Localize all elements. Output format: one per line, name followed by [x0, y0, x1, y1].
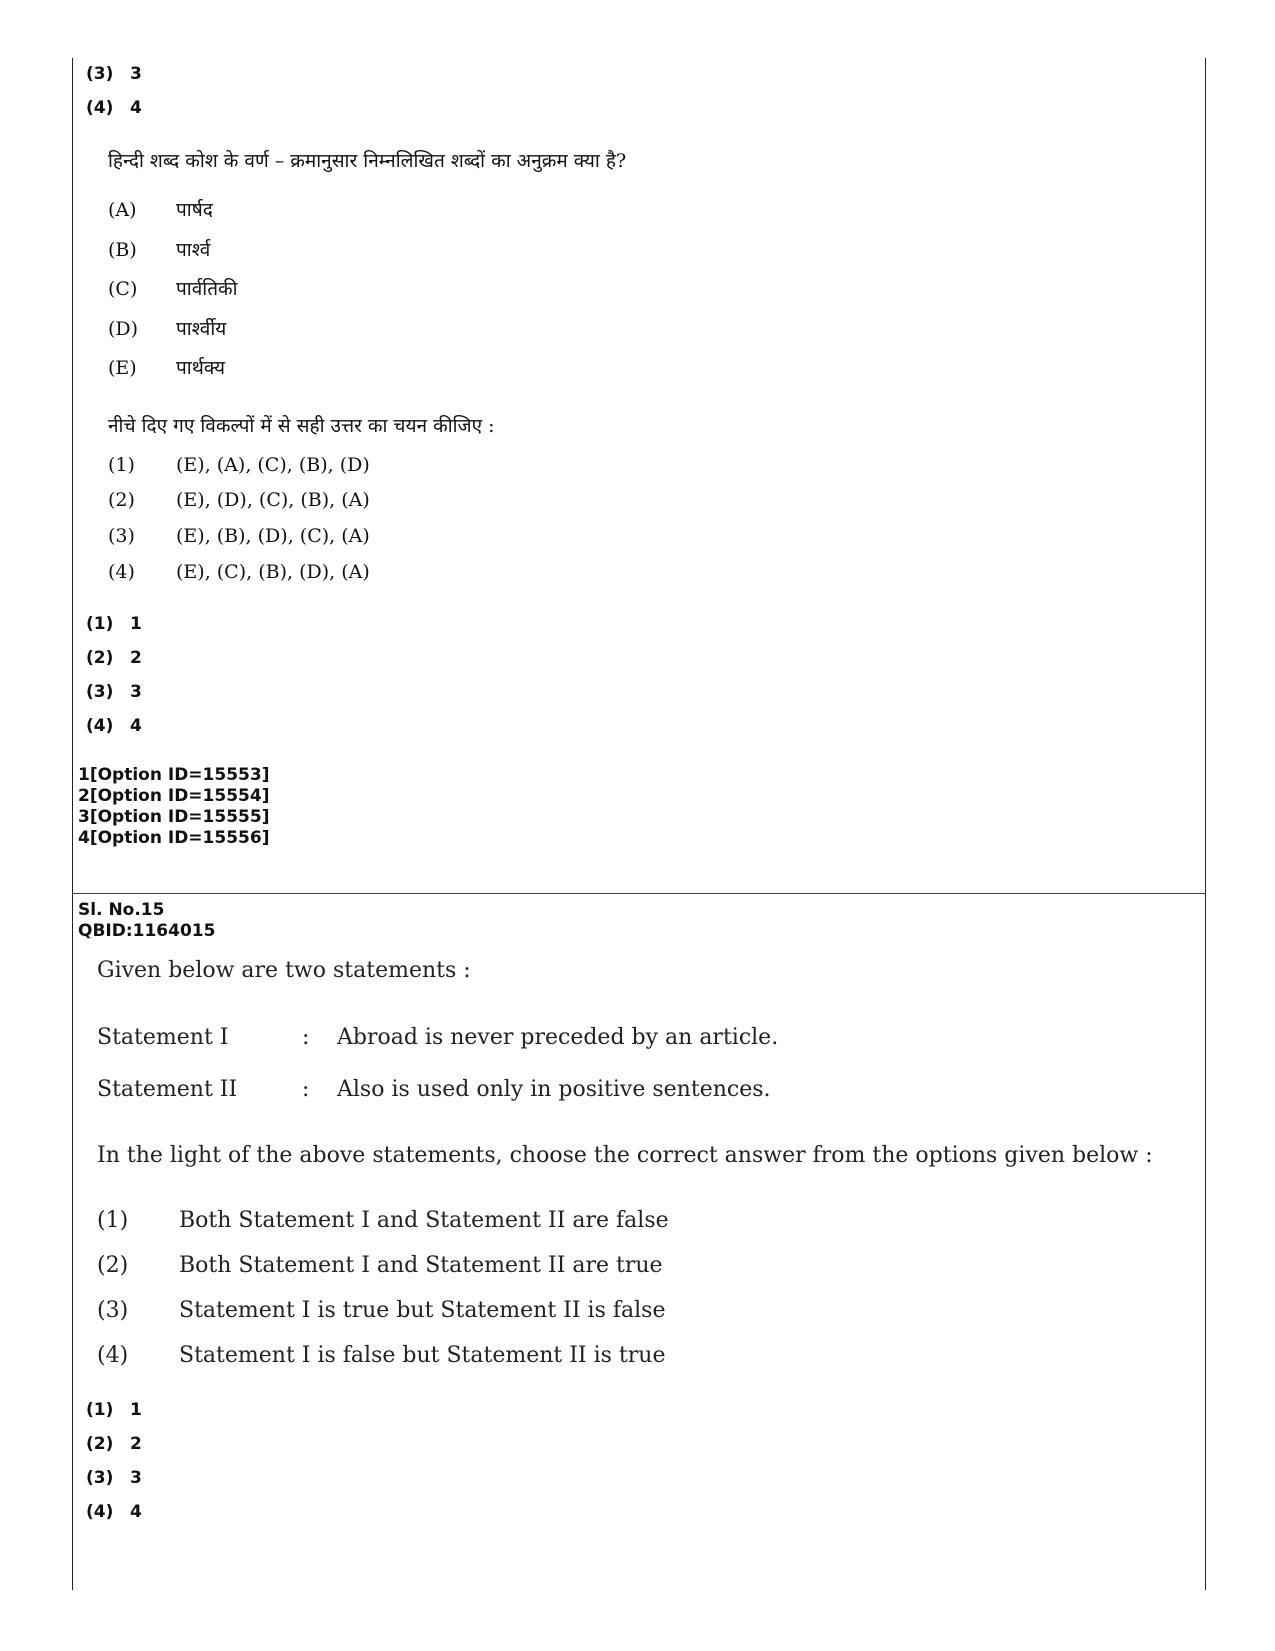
- choice-item: [97, 1298, 665, 1323]
- list-item: [108, 236, 210, 262]
- answer-option: [86, 64, 142, 84]
- statement-row: [97, 1077, 771, 1102]
- answer-option: [86, 614, 142, 634]
- choice-text: (E), (D), (C), (B), (A): [176, 489, 370, 511]
- option-value: 3: [130, 64, 142, 84]
- statement-key: Statement I: [97, 1025, 229, 1050]
- option-value: 2: [130, 1434, 142, 1454]
- instruction-text: नीचे दिए गए विकल्पों में से सही उत्तर का चयन कीजिए :: [108, 415, 495, 437]
- item-text: पार्श्वीय: [176, 318, 227, 340]
- option-value: 4: [130, 716, 142, 736]
- option-label: (2): [86, 648, 114, 668]
- instruction-text: In the light of the above statements, choose the correct answer from the options given below :: [97, 1143, 1153, 1168]
- option-value: 4: [130, 98, 142, 118]
- answer-option: [86, 1502, 142, 1522]
- choice-text: Both Statement I and Statement II are true: [179, 1253, 663, 1278]
- option-id: 4[Option ID=15556]: [78, 828, 270, 848]
- item-key: (D): [108, 318, 139, 340]
- choice-item: [108, 525, 370, 547]
- list-item: [108, 275, 238, 301]
- option-value: 1: [130, 1400, 142, 1420]
- option-value: 1: [130, 614, 142, 634]
- question-intro: Given below are two statements :: [97, 958, 471, 983]
- statement-colon: :: [302, 1077, 310, 1102]
- choice-item: [108, 489, 370, 511]
- choice-text: Statement I is false but Statement II is true: [179, 1343, 666, 1368]
- list-item: [108, 315, 226, 341]
- statement-text: Abroad is never preceded by an article.: [337, 1025, 779, 1050]
- choice-key: (3): [108, 525, 135, 547]
- item-key: (C): [108, 278, 138, 300]
- option-label: (2): [86, 1434, 114, 1454]
- answer-option: [86, 1434, 142, 1454]
- option-label: (3): [86, 64, 114, 84]
- item-text: पार्थक्य: [176, 357, 226, 379]
- statement-text: Also is used only in positive sentences.: [337, 1077, 771, 1102]
- choice-text: (E), (C), (B), (D), (A): [176, 561, 370, 583]
- option-id: 1[Option ID=15553]: [78, 765, 270, 785]
- choice-key: (2): [108, 489, 135, 511]
- choice-key: (1): [97, 1208, 129, 1233]
- option-label: (3): [86, 682, 114, 702]
- choice-key: (3): [97, 1298, 129, 1323]
- choice-key: (2): [97, 1253, 129, 1278]
- serial-number: Sl. No.15: [78, 900, 165, 920]
- question-divider: [72, 893, 1206, 894]
- choice-key: (4): [97, 1343, 129, 1368]
- option-id: 2[Option ID=15554]: [78, 786, 270, 806]
- option-id: 3[Option ID=15555]: [78, 807, 270, 827]
- option-label: (1): [86, 614, 114, 634]
- choice-item: [97, 1253, 663, 1278]
- answer-option: [86, 682, 142, 702]
- choice-item: [97, 1208, 669, 1233]
- choice-item: [108, 454, 370, 476]
- option-value: 3: [130, 682, 142, 702]
- choice-text: Both Statement I and Statement II are false: [179, 1208, 669, 1233]
- choice-key: (4): [108, 561, 135, 583]
- option-label: (1): [86, 1400, 114, 1420]
- option-label: (3): [86, 1468, 114, 1488]
- option-value: 4: [130, 1502, 142, 1522]
- question-text: हिन्दी शब्द कोश के वर्ण – क्रमानुसार निम्नलिखित शब्दों का अनुक्रम क्या है?: [108, 150, 627, 172]
- choice-text: (E), (A), (C), (B), (D): [176, 454, 370, 476]
- choice-key: (1): [108, 454, 135, 476]
- answer-option: [86, 716, 142, 736]
- qbid: QBID:1164015: [78, 921, 216, 941]
- option-id-list: [78, 765, 269, 849]
- statement-colon: :: [302, 1025, 310, 1050]
- option-value: 3: [130, 1468, 142, 1488]
- item-text: पार्श्व: [176, 239, 211, 261]
- option-label: (4): [86, 98, 114, 118]
- choice-item: [108, 561, 370, 583]
- item-key: (E): [108, 357, 137, 379]
- list-item: [108, 196, 213, 222]
- answer-option: [86, 648, 142, 668]
- answer-option: [86, 98, 142, 118]
- item-text: पार्षद: [176, 199, 213, 221]
- item-key: (B): [108, 239, 137, 261]
- statement-key: Statement II: [97, 1077, 238, 1102]
- item-key: (A): [108, 199, 137, 221]
- option-label: (4): [86, 716, 114, 736]
- answer-option: [86, 1468, 142, 1488]
- question-meta: [78, 900, 215, 942]
- answer-option: [86, 1400, 142, 1420]
- statement-row: [97, 1025, 778, 1050]
- option-value: 2: [130, 648, 142, 668]
- choice-item: [97, 1343, 665, 1368]
- list-item: [108, 354, 225, 380]
- choice-text: Statement I is true but Statement II is false: [179, 1298, 666, 1323]
- option-label: (4): [86, 1502, 114, 1522]
- choice-text: (E), (B), (D), (C), (A): [176, 525, 370, 547]
- item-text: पार्वतिकी: [176, 278, 238, 300]
